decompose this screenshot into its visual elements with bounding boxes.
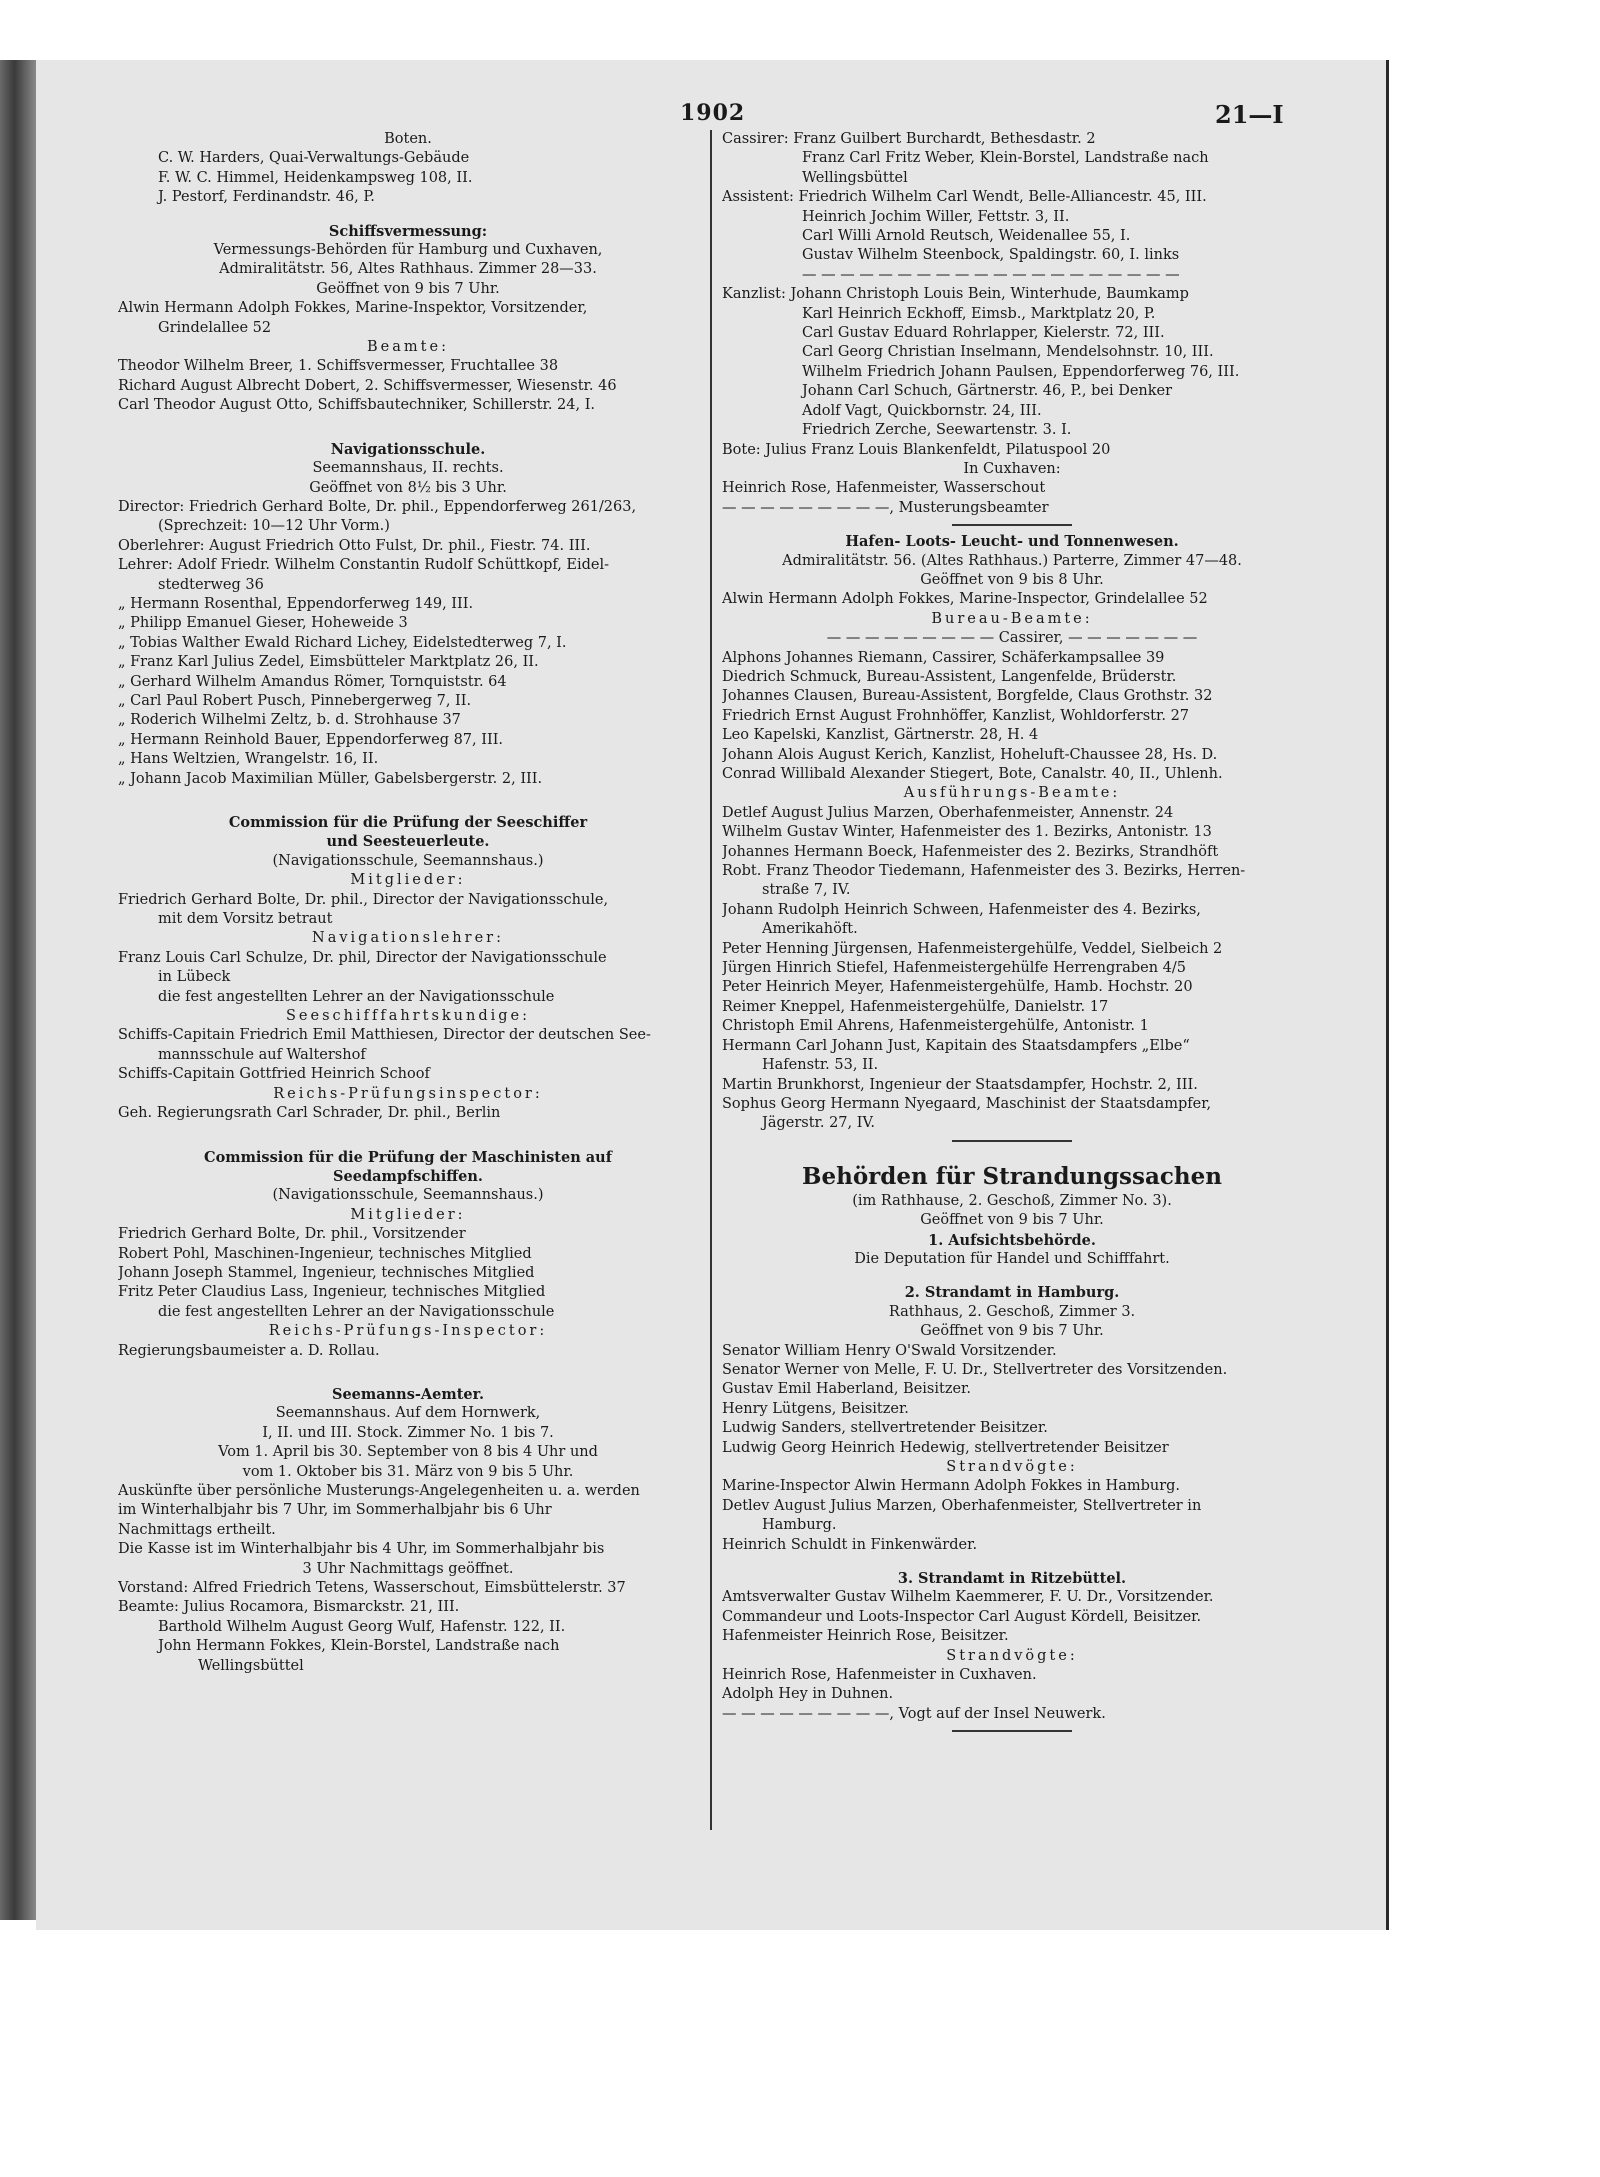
text-line: Detlev August Julius Marzen, Oberhafenmeister, Stellvertreter in — [722, 1497, 1202, 1514]
text-line: Schiffs-Capitain Friedrich Emil Matthiesen, Director der deutschen See- — [118, 1027, 651, 1044]
text-line: Conrad Willibald Alexander Stiegert, Bote, Canalstr. 40, II., Uhlenh. — [722, 766, 1223, 782]
text-line: Franz Louis Carl Schulze, Dr. phil, Director der Navigationsschule — [118, 949, 607, 966]
text-line: Heinrich Rose, Hafenmeister, Wasserschout — [722, 480, 1046, 497]
section-heading: Commission für die Prüfung der Maschinisten auf — [204, 1148, 612, 1166]
text-line: Friedrich Gerhard Bolte, Dr. phil., Vorsitzender — [118, 1226, 466, 1243]
text-line: Alwin Hermann Adolph Fokkes, Marine-Inspector, Grindelallee 52 — [722, 591, 1208, 608]
text-line: Gustav Wilhelm Steenbock, Spaldingstr. 60, I. links — [802, 247, 1180, 264]
right-column — [722, 130, 1302, 1738]
text-line: „ Franz Karl Julius Zedel, Eimsbütteler Marktplatz 26, II. — [118, 654, 539, 671]
text-line: Oberlehrer: August Friedrich Otto Fulst, Dr. phil., Fiestr. 74. III. — [118, 537, 591, 554]
section-heading: 2. Strandamt in Hamburg. — [904, 1284, 1120, 1302]
text-line: Geöffnet von 8½ bis 3 Uhr. — [309, 479, 507, 496]
text-line: John Hermann Fokkes, Klein-Borstel, Landstraße nach — [158, 1638, 560, 1655]
text-line: Johann Alois August Kerich, Kanzlist, Hoheluft-Chaussee 28, Hs. D. — [722, 746, 1218, 763]
text-line: straße 7, IV. — [762, 882, 851, 899]
spacer — [118, 1124, 698, 1148]
text-line: Johannes Hermann Boeck, Hafenmeister des 2. Bezirks, Strandhöft — [722, 843, 1219, 860]
text-line: Vom 1. April bis 30. September von 8 bis 4 Uhr und — [218, 1444, 598, 1461]
text-line: — — — — — — — — —, Musterungsbeamter — [722, 499, 1049, 516]
text-line: Commandeur und Loots-Inspector Carl August Kördell, Beisitzer. — [722, 1608, 1202, 1625]
section-heading: Hafen- Loots- Leucht- und Tonnenwesen. — [845, 533, 1179, 551]
section-heading: Navigationsschule. — [330, 440, 486, 458]
text-line: (Navigationsschule, Seemannshaus.) — [272, 852, 544, 869]
text-line: „ Gerhard Wilhelm Amandus Römer, Tornquiststr. 64 — [118, 673, 507, 690]
text-line: Adolph Hey in Duhnen. — [722, 1686, 894, 1703]
section-heading: Seemanns-Aemter. — [331, 1385, 485, 1403]
text-line: (im Rathhause, 2. Geschoß, Zimmer No. 3). — [852, 1192, 1172, 1209]
text-line: „ Hermann Reinhold Bauer, Eppendorferweg 87, III. — [118, 731, 504, 748]
text-line: I, II. und III. Stock. Zimmer No. 1 bis 7. — [262, 1424, 554, 1441]
text-line: Wilhelm Friedrich Johann Paulsen, Eppendorferweg 76, III. — [802, 363, 1240, 380]
text-line: — — — — — — — — — Cassirer, — — — — — — — — [826, 630, 1198, 647]
text-line: In Cuxhaven: — [963, 460, 1061, 477]
text-line: Amtsverwalter Gustav Wilhelm Kaemmerer, F. U. Dr., Vorsitzender. — [722, 1589, 1214, 1606]
text-line: Johannes Clausen, Bureau-Assistent, Borgfelde, Claus Grothstr. 32 — [722, 688, 1213, 705]
text-line: Reimer Kneppel, Hafenmeistergehülfe, Danielstr. 17 — [722, 998, 1109, 1015]
text-line: J. Pestorf, Ferdinandstr. 46, P. — [158, 189, 375, 206]
spacer — [118, 208, 698, 222]
header-page-number: 21—I — [1215, 100, 1284, 129]
text-line: Franz Carl Fritz Weber, Klein-Borstel, Landstraße nach — [802, 150, 1209, 167]
section-heading: Behörden für Strandungssachen — [802, 1162, 1222, 1190]
text-line: Lehrer: Adolf Friedr. Wilhelm Constantin Rudolf Schüttkopf, Eidel- — [118, 557, 610, 574]
text-line: Wellingsbüttel — [198, 1657, 304, 1674]
text-line: Jägerstr. 27, IV. — [762, 1115, 876, 1132]
text-line: Seemannshaus. Auf dem Hornwerk, — [275, 1405, 541, 1422]
text-line: Director: Friedrich Gerhard Bolte, Dr. phil., Eppendorferweg 261/263, — [118, 498, 637, 515]
spacer — [722, 1269, 1302, 1283]
text-line: Senator William Henry O'Swald Vorsitzender. — [722, 1342, 1057, 1359]
text-line: Marine-Inspector Alwin Hermann Adolph Fokkes in Hamburg. — [722, 1478, 1181, 1495]
text-line: „ Hans Weltzien, Wrangelstr. 16, II. — [118, 751, 379, 768]
header-year: 1902 — [680, 100, 746, 126]
text-line: Strandvögte: — [946, 1647, 1078, 1664]
text-line: vom 1. Oktober bis 31. März von 9 bis 5 Uhr. — [242, 1463, 574, 1480]
text-line: Peter Henning Jürgensen, Hafenmeistergehülfe, Veddel, Sielbeich 2 — [722, 940, 1223, 957]
text-line: Vorstand: Alfred Friedrich Tetens, Wasserschout, Eimsbüttelerstr. 37 — [118, 1580, 626, 1597]
text-line: Wilhelm Gustav Winter, Hafenmeister des 1. Bezirks, Antonistr. 13 — [722, 824, 1212, 841]
text-line: C. W. Harders, Quai-Verwaltungs-Gebäude — [158, 150, 470, 167]
text-line: die fest angestellten Lehrer an der Navigationsschule — [158, 1303, 555, 1320]
text-line: Johann Carl Schuch, Gärtnerstr. 46, P., bei Denker — [802, 383, 1173, 400]
text-line: „ Roderich Wilhelmi Zeltz, b. d. Strohhause 37 — [118, 712, 461, 729]
text-line: „ Tobias Walther Ewald Richard Lichey, Eidelstedterweg 7, I. — [118, 634, 567, 651]
text-line: Kanzlist: Johann Christoph Louis Bein, Winterhude, Baumkamp — [722, 286, 1189, 303]
text-line: Mitglieder: — [350, 872, 466, 889]
text-line: Hermann Carl Johann Just, Kapitain des Staatsdampfers „Elbe“ — [722, 1037, 1190, 1054]
text-line: „ Carl Paul Robert Pusch, Pinnebergerweg 7, II. — [118, 692, 472, 709]
text-line: Robert Pohl, Maschinen-Ingenieur, technisches Mitglied — [118, 1245, 532, 1262]
text-line: Henry Lütgens, Beisitzer. — [722, 1400, 909, 1417]
text-line: Beamte: — [367, 339, 449, 356]
text-line: Sophus Georg Hermann Nyegaard, Maschinist der Staatsdampfer, — [722, 1095, 1212, 1112]
text-line: Regierungsbaumeister a. D. Rollau. — [118, 1342, 380, 1359]
section-heading: 3. Strandamt in Ritzebüttel. — [897, 1570, 1127, 1588]
text-line: Seeschifffahrtskundige: — [285, 1008, 531, 1025]
text-line: Rathhaus, 2. Geschoß, Zimmer 3. — [888, 1303, 1136, 1320]
text-line: Die Kasse ist im Winterhalbjahr bis 4 Uhr, im Sommerhalbjahr bis — [118, 1541, 605, 1558]
text-line: Johann Joseph Stammel, Ingenieur, technisches Mitglied — [118, 1264, 535, 1281]
text-line: stedterweg 36 — [158, 576, 264, 593]
text-line: Admiralitätstr. 56, Altes Rathhaus. Zimmer 28—33. — [219, 261, 597, 278]
text-line: (Sprechzeit: 10—12 Uhr Vorm.) — [158, 518, 390, 535]
section-heading: 1. Aufsichtsbehörde. — [928, 1231, 1096, 1249]
text-line: Robt. Franz Theodor Tiedemann, Hafenmeister des 3. Bezirks, Herren- — [722, 863, 1246, 880]
book-binding-edge — [0, 60, 36, 1920]
text-line: Wellingsbüttel — [802, 169, 908, 186]
text-line: Carl Willi Arnold Reutsch, Weidenallee 55, I. — [802, 228, 1131, 245]
text-line: Alwin Hermann Adolph Fokkes, Marine-Inspektor, Vorsitzender, — [118, 300, 588, 317]
text-line: Schiffs-Capitain Gottfried Heinrich Schoof — [118, 1066, 430, 1083]
section-rule — [952, 1730, 1072, 1732]
text-line: Geh. Regierungsrath Carl Schrader, Dr. phil., Berlin — [118, 1105, 501, 1122]
spacer — [722, 1148, 1302, 1162]
text-line: Heinrich Jochim Willer, Fettstr. 3, II. — [802, 208, 1070, 225]
text-line: Martin Brunkhorst, Ingenieur der Staatsdampfer, Hochstr. 2, III. — [722, 1076, 1198, 1093]
text-line: Vermessungs-Behörden für Hamburg und Cuxhaven, — [213, 242, 603, 259]
text-line: Reichs-Prüfungsinspector: — [273, 1085, 543, 1102]
spacer — [118, 1361, 698, 1385]
text-line: Die Deputation für Handel und Schifffahrt. — [854, 1250, 1170, 1267]
text-line: „ Hermann Rosenthal, Eppendorferweg 149, III. — [118, 595, 474, 612]
text-line: Bote: Julius Franz Louis Blankenfeldt, Pilatuspool 20 — [722, 441, 1111, 458]
text-line: Karl Heinrich Eckhoff, Eimsb., Marktplatz 20, P. — [802, 305, 1156, 322]
text-line: Barthold Wilhelm August Georg Wulf, Hafenstr. 122, II. — [158, 1618, 566, 1635]
spacer — [722, 1555, 1302, 1569]
text-line: „ Philipp Emanuel Gieser, Hoheweide 3 — [118, 615, 408, 632]
column-divider — [710, 130, 712, 1830]
section-rule — [952, 1140, 1072, 1142]
text-line: Detlef August Julius Marzen, Oberhafenmeister, Annenstr. 24 — [722, 804, 1174, 821]
text-line: Grindelallee 52 — [158, 319, 272, 336]
text-line: Assistent: Friedrich Wilhelm Carl Wendt, Belle-Alliancestr. 45, III. — [722, 189, 1207, 206]
text-line: Richard August Albrecht Dobert, 2. Schiffsvermesser, Wiesenstr. 46 — [118, 377, 617, 394]
text-line: Hamburg. — [762, 1517, 837, 1534]
text-line: Reichs-Prüfungs-Inspector: — [268, 1323, 548, 1340]
text-line: mannsschule auf Waltershof — [158, 1046, 366, 1063]
text-line: Bureau-Beamte: — [931, 610, 1093, 627]
text-line: Alphons Johannes Riemann, Cassirer, Schäferkampsallee 39 — [722, 649, 1165, 666]
text-line: Boten. — [384, 131, 432, 147]
text-line: Christoph Emil Ahrens, Hafenmeistergehülfe, Antonistr. 1 — [722, 1018, 1149, 1035]
text-line: die fest angestellten Lehrer an der Navigationsschule — [158, 988, 555, 1005]
text-line: Ludwig Georg Heinrich Hedewig, stellvertretender Beisitzer — [722, 1439, 1169, 1456]
spacer — [118, 416, 698, 440]
text-line: Amerikahöft. — [762, 921, 858, 938]
text-line: Leo Kapelski, Kanzlist, Gärtnerstr. 28, H. 4 — [722, 727, 1039, 744]
text-line: — — — — — — — — —, Vogt auf der Insel Neuwerk. — [722, 1705, 1106, 1722]
text-line: 3 Uhr Nachmittags geöffnet. — [302, 1560, 514, 1577]
text-line: Johann Rudolph Heinrich Schween, Hafenmeister des 4. Bezirks, — [722, 901, 1201, 918]
text-line: „ Johann Jacob Maximilian Müller, Gabelsbergerstr. 2, III. — [118, 770, 543, 787]
text-line: F. W. C. Himmel, Heidenkampsweg 108, II. — [158, 169, 473, 186]
text-line: Beamte: Julius Rocamora, Bismarckstr. 21, III. — [118, 1599, 460, 1616]
text-line: — — — — — — — — — — — — — — — — — — — — — [802, 266, 1180, 283]
text-line: Peter Heinrich Meyer, Hafenmeistergehülfe, Hamb. Hochstr. 20 — [722, 979, 1193, 996]
text-line: Heinrich Rose, Hafenmeister in Cuxhaven. — [722, 1667, 1037, 1684]
text-line: (Navigationsschule, Seemannshaus.) — [272, 1187, 544, 1204]
text-line: Carl Gustav Eduard Rohrlapper, Kielerstr. 72, III. — [802, 325, 1165, 342]
text-line: Friedrich Ernst August Frohnhöffer, Kanzlist, Wohldorferstr. 27 — [722, 707, 1190, 724]
section-heading: Seedampfschiffen. — [333, 1167, 483, 1185]
text-line: Hafenstr. 53, II. — [762, 1057, 879, 1074]
text-line: Ludwig Sanders, stellvertretender Beisitzer. — [722, 1420, 1048, 1437]
text-line: Geöffnet von 9 bis 7 Uhr. — [316, 280, 500, 297]
text-line: Strandvögte: — [946, 1459, 1078, 1475]
section-heading: Schiffsvermessung: — [328, 222, 488, 240]
text-line: Admiralitätstr. 56. (Altes Rathhaus.) Parterre, Zimmer 47—48. — [782, 552, 1242, 569]
text-line: im Winterhalbjahr bis 7 Uhr, im Sommerhalbjahr bis 6 Uhr — [118, 1502, 552, 1519]
section-heading: und Seesteuerleute. — [326, 833, 490, 851]
text-line: Senator Werner von Melle, F. U. Dr., Stellvertreter des Vorsitzenden. — [722, 1361, 1228, 1378]
text-line: Geöffnet von 9 bis 7 Uhr. — [920, 1323, 1104, 1340]
text-line: Heinrich Schuldt in Finkenwärder. — [722, 1536, 978, 1553]
text-line: Diedrich Schmuck, Bureau-Assistent, Langenfelde, Brüderstr. — [722, 668, 1177, 685]
text-line: Gustav Emil Haberland, Beisitzer. — [722, 1381, 972, 1398]
text-line: Hafenmeister Heinrich Rose, Beisitzer. — [722, 1628, 1009, 1645]
text-line: Adolf Vagt, Quickbornstr. 24, III. — [802, 402, 1042, 419]
left-column — [118, 130, 698, 1676]
section-heading: Commission für die Prüfung der Seeschiffer — [228, 814, 588, 831]
text-line: Auskünfte über persönliche Musterungs-Angelegenheiten u. a. werden — [118, 1483, 640, 1499]
text-line: Cassirer: Franz Guilbert Burchardt, Bethesdastr. 2 — [722, 131, 1096, 147]
section-rule — [952, 524, 1072, 526]
text-line: Ausführungs-Beamte: — [903, 785, 1121, 802]
text-line: Navigationslehrer: — [312, 930, 504, 947]
text-line: Geöffnet von 9 bis 7 Uhr. — [920, 1212, 1104, 1229]
text-line: in Lübeck — [158, 969, 231, 986]
text-line: Geöffnet von 9 bis 8 Uhr. — [920, 571, 1104, 588]
text-line: Theodor Wilhelm Breer, 1. Schiffsvermesser, Fruchtallee 38 — [118, 358, 559, 375]
text-line: Nachmittags ertheilt. — [118, 1521, 276, 1538]
text-line: Carl Georg Christian Inselmann, Mendelsohnstr. 10, III. — [802, 344, 1214, 361]
text-line: Friedrich Zerche, Seewartenstr. 3. I. — [802, 422, 1072, 439]
text-line: Carl Theodor August Otto, Schiffsbautechniker, Schillerstr. 24, I. — [118, 397, 596, 414]
text-line: mit dem Vorsitz betraut — [158, 911, 333, 928]
text-line: Jürgen Hinrich Stiefel, Hafenmeistergehülfe Herrengraben 4/5 — [722, 960, 1187, 977]
text-line: Mitglieder: — [350, 1206, 466, 1223]
spacer — [118, 789, 698, 813]
text-line: Fritz Peter Claudius Lass, Ingenieur, technisches Mitglied — [118, 1284, 546, 1301]
text-line: Seemannshaus, II. rechts. — [312, 460, 504, 477]
text-line: Friedrich Gerhard Bolte, Dr. phil., Director der Navigationsschule, — [118, 891, 609, 908]
